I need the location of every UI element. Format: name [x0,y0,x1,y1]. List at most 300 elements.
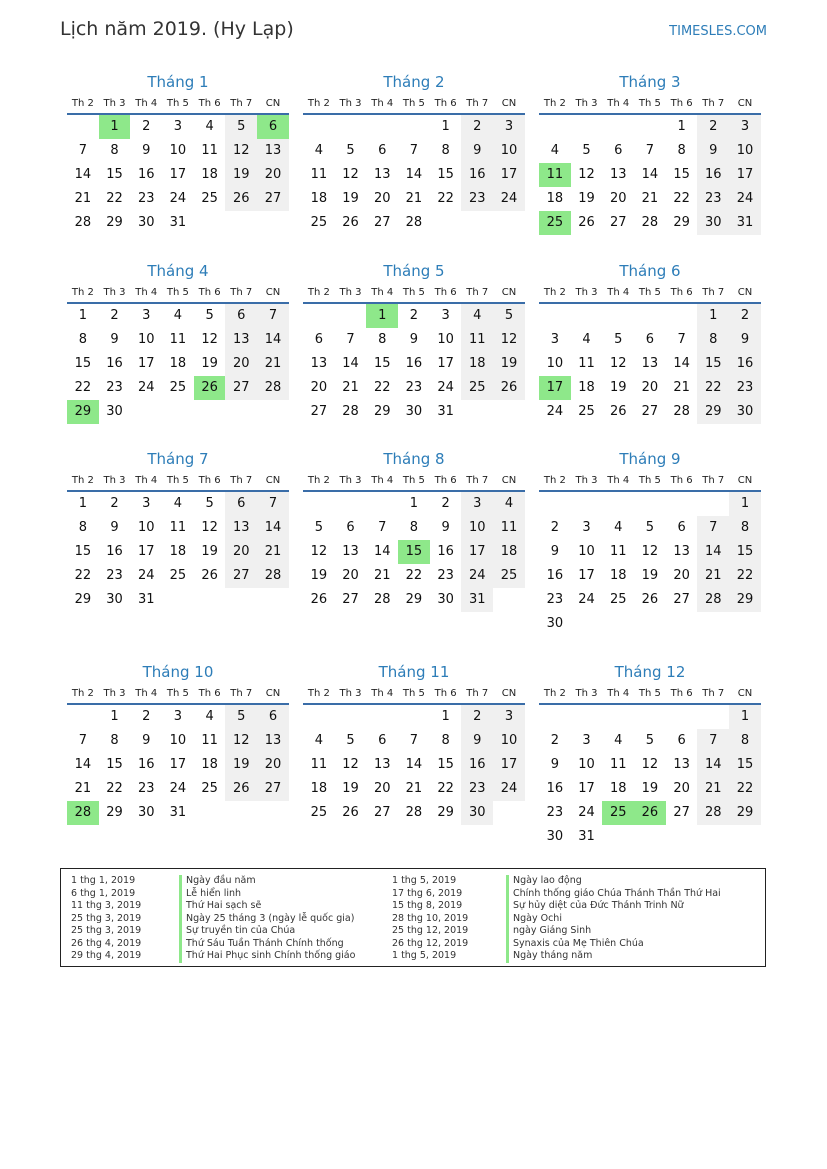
weekday-label: Th 5 [402,475,425,486]
day-grid [67,304,289,424]
day-cell: 13 [609,167,627,182]
weekday-label: Th 3 [575,98,598,109]
day-cell: 13 [673,757,690,772]
day-cell: 10 [169,733,187,748]
weekday-label: Th 4 [135,475,158,486]
day-cell: 3 [173,119,183,134]
day-cell: 19 [578,191,595,206]
holiday-legend [60,868,766,967]
day-cell: 1 [441,119,450,134]
empty-cell [571,115,603,139]
day-cell: 15 [74,356,92,371]
day-cell: 19 [201,356,218,371]
weekday-label: CN [501,287,517,298]
day-cell: 22 [437,781,454,796]
day-cell: 18 [169,356,187,371]
day-cell: 11 [609,757,627,772]
day-cell: 5 [205,496,214,511]
day-cell: 16 [697,163,729,187]
month-12 [539,663,761,849]
day-cell: 17 [539,376,571,400]
day-cell: 17 [578,781,595,796]
site-link[interactable]: TIMESLES.COM [669,24,767,39]
weekday-header [303,95,525,115]
weekday-label: Th 5 [166,475,189,486]
day-grid [539,304,761,424]
weekday-label: Th 7 [702,475,725,486]
day-cell: 3 [142,308,151,323]
day-cell: 25 [493,564,525,588]
day-cell: 2 [697,115,729,139]
day-cell: 17 [729,163,761,187]
day-cell: 18 [546,191,564,206]
day-cell: 7 [409,733,419,748]
empty-cell [539,492,571,516]
day-cell: 11 [169,332,187,347]
empty-cell [634,705,666,729]
day-cell: 17 [169,167,187,182]
day-cell: 2 [461,115,493,139]
legend-holiday-name: Ngày lao động [506,875,721,888]
day-cell: 27 [373,215,391,230]
day-cell: 23 [461,777,493,801]
day-cell: 25 [310,215,328,230]
legend-holiday-name: Thứ Hai sạch sẽ [179,900,355,913]
day-cell: 3 [493,705,525,729]
legend-date: 25 thg 12, 2019 [392,925,469,936]
weekday-label: Th 3 [339,475,362,486]
empty-cell [194,801,226,825]
legend-holiday-name: Lễ hiển linh [179,888,355,901]
day-cell: 29 [67,400,99,424]
day-cell: 7 [346,332,355,347]
day-cell: 8 [677,143,686,158]
weekday-label: Th 3 [339,98,362,109]
weekday-label: CN [501,98,517,109]
day-cell: 24 [137,380,155,395]
day-cell: 13 [641,356,659,371]
day-cell: 28 [405,215,423,230]
day-cell: 11 [539,163,571,187]
legend-holiday-name: Chính thống giáo Chúa Thánh Thần Thứ Hai [506,888,721,901]
day-cell: 22 [729,777,761,801]
month-8 [303,450,525,612]
legend-date: 6 thg 1, 2019 [71,887,136,899]
month-3 [539,73,761,235]
day-cell: 18 [201,757,218,772]
day-cell: 6 [378,143,387,158]
day-cell: 9 [550,544,559,559]
day-cell: 27 [673,805,690,820]
month-11 [303,663,525,825]
day-cell: 27 [257,777,289,801]
day-grid [303,304,525,424]
day-cell: 27 [641,404,659,419]
weekday-label: Th 3 [575,287,598,298]
day-cell: 30 [137,805,155,820]
day-cell: 3 [582,733,591,748]
day-cell: 26 [225,187,257,211]
day-cell: 1 [366,304,398,328]
empty-cell [225,588,257,612]
day-cell: 11 [461,328,493,352]
day-cell: 4 [493,492,525,516]
weekday-label: Th 2 [71,287,94,298]
day-cell: 14 [373,544,391,559]
day-cell: 22 [106,191,123,206]
empty-cell [539,115,571,139]
month-4 [67,262,289,424]
day-cell: 31 [437,404,454,419]
day-cell: 19 [641,568,659,583]
weekday-label: Th 5 [402,287,425,298]
day-cell: 26 [641,592,659,607]
weekday-label: Th 2 [543,287,566,298]
day-cell: 19 [342,191,359,206]
empty-cell [461,211,493,235]
empty-cell [67,705,99,729]
day-cell: 25 [201,191,218,206]
day-cell: 29 [106,805,123,820]
day-cell: 7 [697,516,729,540]
day-cell: 26 [493,376,525,400]
weekday-label: Th 2 [543,475,566,486]
day-cell: 19 [201,544,218,559]
weekday-label: Th 7 [230,287,253,298]
day-cell: 13 [342,544,359,559]
day-cell: 20 [609,191,627,206]
month-title: Tháng 4 [147,262,209,280]
legend-holiday-name: Sự hủy diệt của Đức Thánh Trinh Nữ [506,900,721,913]
empty-cell [303,115,335,139]
day-cell: 2 [461,705,493,729]
empty-cell [366,115,398,139]
day-cell: 14 [641,167,659,182]
day-cell: 1 [99,115,131,139]
day-cell: 18 [578,380,595,395]
day-cell: 16 [461,753,493,777]
weekday-label: Th 5 [402,98,425,109]
legend-date: 15 thg 8, 2019 [392,900,463,911]
legend-date: 26 thg 4, 2019 [71,937,142,949]
day-cell: 20 [257,753,289,777]
legend-date: 1 thg 1, 2019 [71,875,136,886]
day-cell: 16 [405,356,423,371]
weekday-label: Th 6 [670,688,693,699]
weekday-label: Th 2 [71,475,94,486]
legend-holiday-name: Synaxis của Mẹ Thiên Chúa [506,938,721,951]
weekday-label: Th 7 [466,475,489,486]
month-title: Tháng 7 [147,450,209,468]
day-cell: 23 [546,805,564,820]
day-cell: 9 [142,733,151,748]
day-cell: 25 [578,404,595,419]
empty-cell [493,211,525,235]
weekday-label: Th 7 [466,287,489,298]
weekday-label: CN [265,287,281,298]
day-cell: 12 [310,544,328,559]
day-cell: 15 [437,167,454,182]
weekday-label: CN [737,688,753,699]
day-cell: 6 [257,705,289,729]
day-cell: 29 [405,592,423,607]
day-cell: 27 [225,376,257,400]
weekday-label: Th 4 [135,287,158,298]
weekday-label: Th 4 [607,475,630,486]
weekday-label: Th 3 [339,287,362,298]
day-grid [303,705,525,825]
day-cell: 22 [106,781,123,796]
weekday-label: CN [501,475,517,486]
day-cell: 2 [142,709,151,724]
empty-cell [493,588,525,612]
day-cell: 1 [677,119,686,134]
day-cell: 6 [257,115,289,139]
empty-cell [335,304,367,328]
weekday-label: CN [265,98,281,109]
day-cell: 21 [257,352,289,376]
day-cell: 25 [539,211,571,235]
day-cell: 2 [550,733,559,748]
day-cell: 10 [578,544,595,559]
day-cell: 28 [697,801,729,825]
day-cell: 23 [437,568,454,583]
day-cell: 29 [373,404,391,419]
day-cell: 28 [67,801,99,825]
day-cell: 17 [578,568,595,583]
day-cell: 14 [673,356,690,371]
day-cell: 20 [373,191,391,206]
day-cell: 7 [409,143,419,158]
day-cell: 8 [78,332,87,347]
day-cell: 20 [257,163,289,187]
day-cell: 17 [493,163,525,187]
legend-holiday-name: Ngày đầu năm [179,875,355,888]
day-cell: 15 [729,753,761,777]
day-cell: 9 [550,757,559,772]
empty-cell [634,612,666,636]
day-cell: 8 [110,143,119,158]
day-cell: 7 [697,729,729,753]
legend-holiday-name: Ngày 25 tháng 3 (ngày lễ quốc gia) [179,913,355,926]
day-cell: 24 [137,568,155,583]
weekday-label: Th 3 [103,287,126,298]
day-cell: 21 [697,777,729,801]
weekday-label: Th 4 [607,98,630,109]
day-cell: 2 [110,496,119,511]
day-cell: 8 [441,143,450,158]
day-grid [67,115,289,235]
day-cell: 30 [546,616,564,631]
day-cell: 11 [609,544,627,559]
weekday-label: Th 6 [434,688,457,699]
weekday-label: Th 2 [307,475,330,486]
day-cell: 22 [729,564,761,588]
day-cell: 14 [405,757,423,772]
month-title: Tháng 6 [619,262,681,280]
weekday-label: Th 5 [638,98,661,109]
weekday-label: Th 2 [307,98,330,109]
legend-names-left [179,875,355,963]
day-cell: 11 [169,520,187,535]
empty-cell [697,612,729,636]
day-cell: 19 [310,568,328,583]
day-cell: 5 [314,520,323,535]
weekday-label: Th 7 [230,475,253,486]
weekday-label: Th 6 [198,287,221,298]
weekday-label: Th 4 [371,475,394,486]
day-cell: 10 [493,139,525,163]
day-cell: 30 [106,404,123,419]
weekday-label: Th 4 [607,688,630,699]
day-cell: 24 [729,187,761,211]
day-cell: 12 [578,167,595,182]
day-cell: 27 [342,592,359,607]
day-cell: 19 [342,781,359,796]
day-cell: 23 [137,781,155,796]
weekday-label: Th 7 [702,688,725,699]
weekday-label: Th 2 [307,287,330,298]
day-cell: 24 [461,564,493,588]
weekday-label: CN [501,688,517,699]
day-cell: 2 [142,119,151,134]
day-cell: 29 [106,215,123,230]
weekday-header [67,95,289,115]
day-cell: 14 [697,753,729,777]
day-cell: 9 [461,139,493,163]
empty-cell [697,825,729,849]
day-cell: 5 [582,143,591,158]
day-cell: 11 [201,143,218,158]
empty-cell [571,705,603,729]
month-title: Tháng 3 [619,73,681,91]
day-cell: 15 [673,167,690,182]
day-cell: 22 [74,568,92,583]
day-cell: 17 [169,757,187,772]
empty-cell [257,211,289,235]
day-cell: 12 [201,332,218,347]
empty-cell [602,825,634,849]
weekday-label: Th 7 [466,688,489,699]
legend-date: 1 thg 5, 2019 [392,875,457,886]
day-cell: 19 [225,163,257,187]
weekday-label: Th 2 [71,688,94,699]
day-cell: 24 [437,380,454,395]
day-cell: 17 [137,356,155,371]
day-cell: 1 [409,496,419,511]
day-cell: 12 [609,356,627,371]
day-cell: 18 [609,781,627,796]
day-cell: 30 [697,211,729,235]
legend-date: 11 thg 3, 2019 [71,900,142,911]
day-cell: 23 [137,191,155,206]
empty-cell [539,705,571,729]
weekday-label: Th 6 [670,98,693,109]
day-cell: 8 [78,520,87,535]
day-cell: 5 [346,143,355,158]
day-cell: 18 [310,781,328,796]
day-cell: 26 [342,805,359,820]
empty-cell [257,588,289,612]
day-cell: 22 [405,568,423,583]
day-cell: 24 [578,805,595,820]
empty-cell [571,612,603,636]
day-cell: 9 [729,328,761,352]
day-cell: 5 [614,332,623,347]
day-cell: 30 [437,592,454,607]
weekday-label: Th 5 [166,98,189,109]
day-cell: 26 [609,404,627,419]
weekday-label: Th 3 [339,688,362,699]
day-cell: 7 [378,520,387,535]
day-cell: 8 [110,733,119,748]
day-cell: 9 [110,520,119,535]
day-cell: 15 [398,540,430,564]
day-cell: 4 [173,308,183,323]
weekday-label: Th 6 [198,688,221,699]
legend-holiday-name: Thứ Sáu Tuần Thánh Chính thống [179,938,355,951]
day-cell: 14 [74,167,92,182]
day-cell: 16 [546,568,564,583]
day-grid [539,115,761,235]
day-cell: 4 [461,304,493,328]
weekday-header [539,95,761,115]
day-cell: 9 [697,139,729,163]
empty-cell [194,588,226,612]
day-cell: 26 [578,215,595,230]
day-cell: 13 [257,139,289,163]
day-cell: 18 [169,544,187,559]
month-title: Tháng 1 [147,73,209,91]
day-cell: 28 [257,564,289,588]
day-cell: 10 [137,520,155,535]
day-cell: 12 [201,520,218,535]
weekday-header [539,685,761,705]
day-cell: 10 [546,356,564,371]
weekday-label: Th 4 [371,287,394,298]
day-cell: 7 [78,143,87,158]
day-cell: 1 [729,705,761,729]
day-cell: 26 [310,592,328,607]
day-cell: 13 [373,757,391,772]
day-grid [67,492,289,612]
day-cell: 29 [729,588,761,612]
day-cell: 12 [225,729,257,753]
weekday-label: Th 3 [103,98,126,109]
day-cell: 21 [405,781,423,796]
day-cell: 16 [437,544,454,559]
empty-cell [303,705,335,729]
day-cell: 21 [342,380,359,395]
month-title: Tháng 9 [619,450,681,468]
legend-dates-right [392,875,468,963]
day-cell: 4 [314,143,323,158]
day-cell: 1 [78,308,87,323]
day-cell: 21 [641,191,659,206]
day-cell: 28 [74,215,92,230]
empty-cell [602,705,634,729]
day-cell: 26 [342,215,359,230]
legend-names-right [506,875,721,963]
day-cell: 5 [645,520,655,535]
day-cell: 11 [201,733,218,748]
day-cell: 14 [405,167,423,182]
day-cell: 30 [106,592,123,607]
day-cell: 10 [437,332,454,347]
empty-cell [430,211,462,235]
day-cell: 8 [378,332,387,347]
month-title: Tháng 5 [383,262,445,280]
